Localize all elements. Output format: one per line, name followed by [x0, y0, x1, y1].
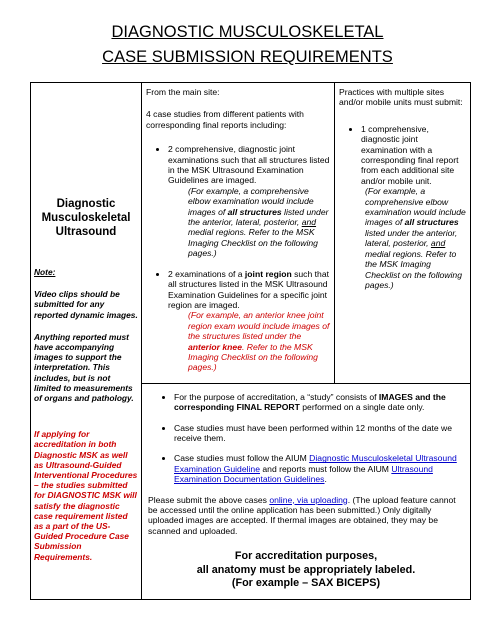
title-line-2: CASE SUBMISSION REQUIREMENTS [102, 48, 393, 66]
multi-site-intro: Practices with multiple sites and/or mobile units must submit: [339, 87, 463, 108]
upload-link[interactable]: online, via uploading [269, 494, 348, 505]
page-title [0, 20, 495, 70]
note-video-clips: Video clips should be submitted for any reported dynamic images. [34, 289, 138, 320]
list-item [361, 124, 466, 291]
note-reported-images: Anything reported must have accompanying images to support the interpretation. This includes, but is not limited to measurements of organs and pathology. [34, 331, 134, 404]
labeling-requirement [148, 550, 464, 591]
main-site-lead: 4 case studies from different patients with corresponding final reports including: [146, 109, 304, 130]
general-requirements [142, 383, 471, 599]
example-text: (For example, a comprehensive elbow examination would include images of all structures listed under the anterior, lateral, posterior, and medial regions. Refer to the MSK Imaging Checklist on the following pages.) [365, 186, 466, 290]
requirements-table [30, 82, 471, 600]
example-text: (For example, an anterior knee joint region exam would include images of the structures listed under the anterior knee. Refer to the MSK Imaging Checklist on the following pages.) [188, 310, 330, 373]
list-item [168, 144, 330, 258]
main-site-column [142, 83, 335, 384]
example-text: (For example, a comprehensive elbow examination would include images of all structures listed under the anterior, lateral, posterior, and medial regions. Refer to the MSK Imaging Checklist on the following pages.) [188, 185, 329, 259]
multi-site-column [335, 83, 471, 384]
multi-site-list [339, 124, 466, 291]
list-item: • Case studies must follow the AIUM Diagnostic Musculoskeletal Ultrasound Examination Guideline and reports must follow the AIUM Ultrasound Examination Documentation Guidelines. [174, 453, 464, 484]
msk-guideline-link[interactable]: Diagnostic Musculoskeletal Ultrasound Examination Guideline [174, 453, 457, 474]
note-interventional: If applying for accreditation in both Diagnostic MSK as well as Ultrasound-Guided Interventional Procedures – the studies submitted for DIAGNOSTIC MSK will satisfy the diagnostic case requirement listed as a part of the US-Guided Procedure Case Submission Requirements. [34, 429, 138, 562]
general-list [148, 392, 464, 485]
left-column [31, 83, 142, 600]
main-site-intro: From the main site: [146, 87, 220, 97]
labeling-line: all anatomy must be appropriately labeled. [196, 563, 416, 576]
bullet-text: 2 comprehensive, diagnostic joint examinations such that all structures listed in the MSK Ultrasound Examination Guidelines are imaged. [168, 144, 330, 186]
heading-line: Musculoskeletal [41, 212, 131, 224]
notes-block [34, 267, 138, 562]
bullet-text: 2 examinations of a joint region such that all structures listed in the MSK Ultrasound Examination Guidelines for a specific joint region are imaged. [168, 268, 329, 310]
upload-instructions: Please submit the above cases online, via uploading. (The upload feature cannot be accessed until the online application has been submitted.) Only digitally uploaded images are accepted. If thermal images are obtained, they may be scanned and uploaded. [148, 494, 456, 536]
note-label: Note: [34, 267, 56, 277]
section-heading [31, 197, 141, 239]
list-item: • For the purpose of accreditation, a “study” consists of IMAGES and the corresponding FINAL REPORT performed on a single date only. [174, 392, 464, 413]
main-site-list [146, 144, 330, 373]
list-item: • Case studies must have been performed within 12 months of the date we receive them. [174, 423, 464, 444]
heading-line: Ultrasound [55, 226, 117, 238]
labeling-line: For accreditation purposes, [234, 550, 378, 563]
labeling-line: (For example – SAX BICEPS) [231, 577, 381, 590]
heading-line: Diagnostic [56, 198, 116, 210]
documentation-guideline-link[interactable]: Ultrasound Examination Documentation Guidelines [174, 463, 433, 485]
bullet-text: 1 comprehensive, diagnostic joint examination with a corresponding final report from each additional site and/or mobile unit. [361, 123, 459, 186]
title-line-1: DIAGNOSTIC MUSCULOSKELETAL [111, 23, 384, 41]
list-item [168, 269, 330, 373]
